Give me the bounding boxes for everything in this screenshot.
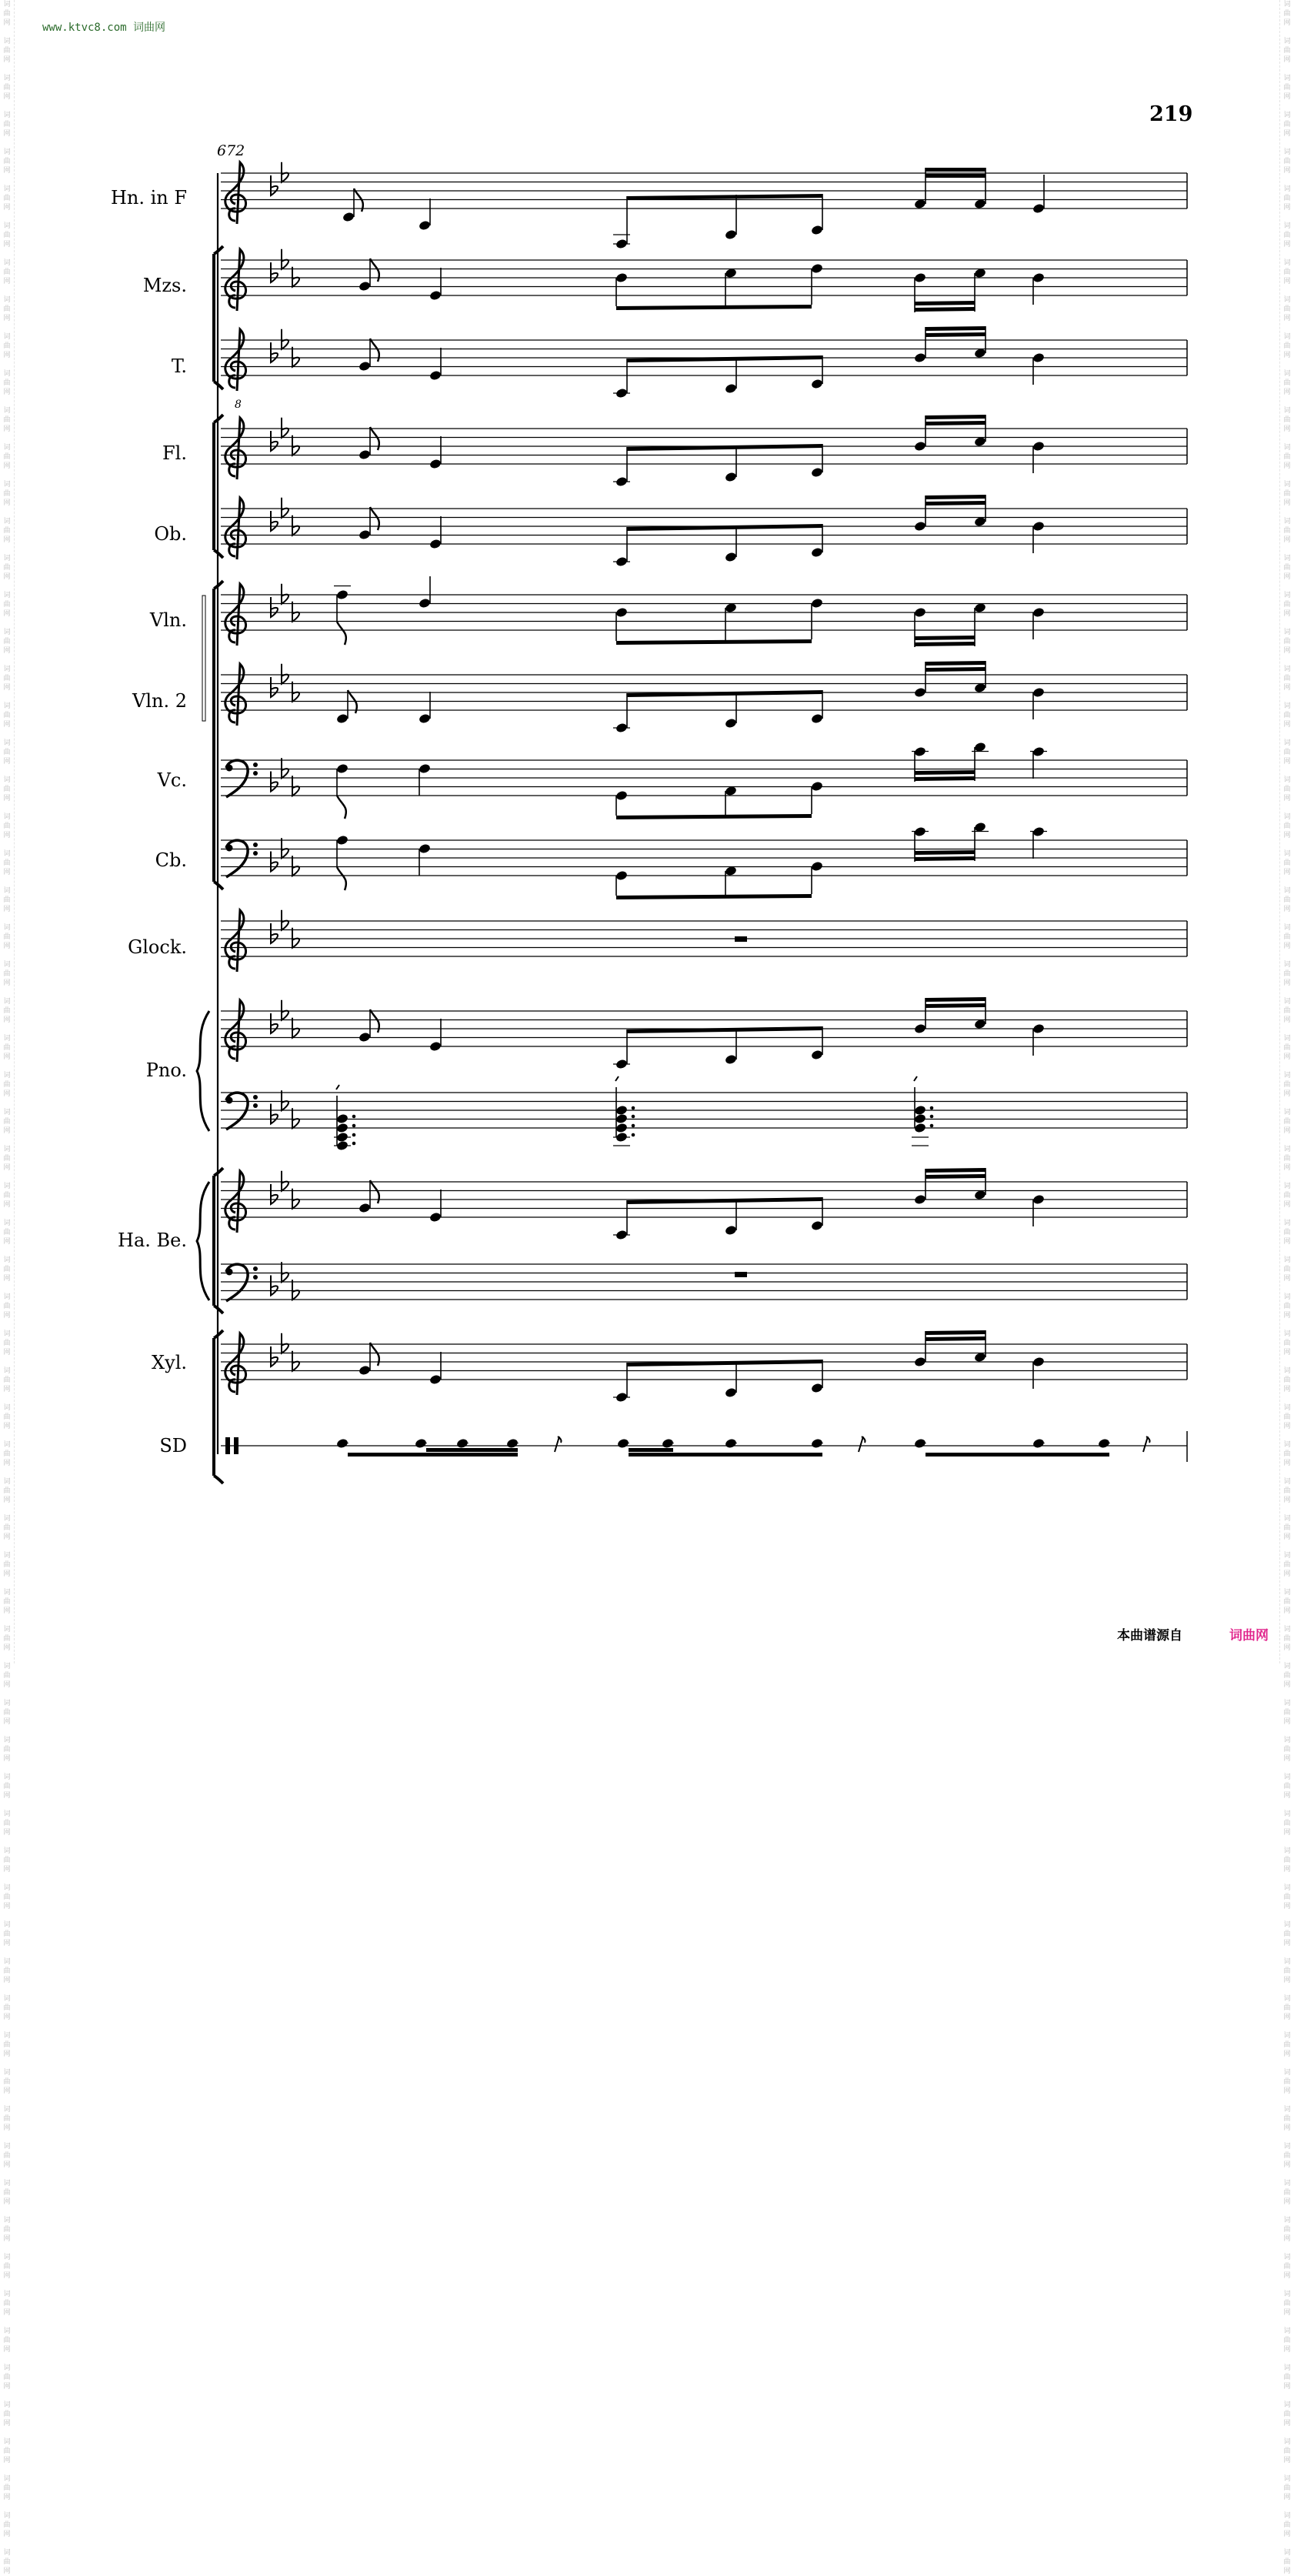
notehead xyxy=(1098,1438,1111,1450)
notehead xyxy=(615,1123,629,1134)
note-beam xyxy=(616,639,812,645)
augmentation-dot xyxy=(352,1133,356,1137)
notehead xyxy=(1032,1023,1046,1035)
notehead xyxy=(914,607,927,619)
notehead xyxy=(419,220,432,232)
note-beam xyxy=(426,1448,518,1452)
augmentation-dot xyxy=(632,1106,635,1110)
flat-sign xyxy=(282,584,288,604)
notehead xyxy=(615,272,629,284)
note-beam xyxy=(627,1197,822,1204)
flat-sign xyxy=(292,856,299,876)
note-beam xyxy=(616,814,812,819)
notehead xyxy=(336,1113,349,1125)
whole-rest xyxy=(735,1272,747,1277)
notehead xyxy=(914,1194,927,1206)
octave-eight-mark: 8 xyxy=(235,399,242,411)
notehead xyxy=(1032,272,1046,284)
instrument-label-piano: Pno. xyxy=(145,1059,187,1081)
notehead xyxy=(725,1225,738,1236)
flat-sign xyxy=(292,602,299,622)
flat-sign xyxy=(271,1013,278,1033)
notehead xyxy=(811,598,824,609)
note-beam xyxy=(627,524,822,531)
flat-sign xyxy=(292,682,299,702)
notehead xyxy=(336,835,349,846)
note-flag xyxy=(337,796,346,819)
flat-sign xyxy=(271,342,278,362)
note-beam xyxy=(925,501,986,506)
flat-sign xyxy=(292,267,299,287)
treble-clef xyxy=(225,664,246,726)
notehead xyxy=(1032,352,1046,364)
flat-sign xyxy=(292,1280,299,1300)
notehead xyxy=(359,1032,372,1043)
bass-clef-dot xyxy=(253,762,258,767)
footer-source: 本曲谱源自 xyxy=(1117,1628,1182,1643)
notehead xyxy=(429,1041,442,1053)
instrument-label-tenor: T. xyxy=(171,355,187,377)
notehead xyxy=(811,467,824,479)
bass-clef-dot xyxy=(253,1266,258,1271)
notehead xyxy=(811,225,824,236)
flat-sign xyxy=(271,597,278,617)
notehead xyxy=(359,1365,372,1376)
note-beam xyxy=(915,850,975,855)
instrument-label-glockenspiel: Glock. xyxy=(128,936,187,958)
bass-clef-dot xyxy=(226,1269,233,1276)
notehead xyxy=(359,449,372,461)
note-beam xyxy=(925,495,986,499)
flat-sign xyxy=(282,498,288,518)
flat-sign xyxy=(292,928,299,948)
bass-clef-dot xyxy=(226,1097,233,1104)
flat-sign xyxy=(271,175,278,195)
augmentation-dot xyxy=(632,1115,635,1119)
bass-clef-dot xyxy=(253,851,258,856)
note-beam xyxy=(925,667,986,672)
notehead xyxy=(615,790,629,802)
note-beam xyxy=(925,1003,986,1008)
notehead xyxy=(811,781,824,792)
notehead xyxy=(615,607,629,619)
note-beam xyxy=(915,301,975,305)
bass-clef-dot xyxy=(226,845,233,852)
treble-clef xyxy=(225,910,246,972)
notehead xyxy=(419,843,432,855)
notehead xyxy=(914,1438,927,1450)
notehead xyxy=(419,763,432,775)
notehead xyxy=(336,713,349,725)
note-beam xyxy=(925,168,986,172)
sixteenth-rest xyxy=(859,1436,865,1452)
flat-sign xyxy=(282,838,288,858)
instrument-label-flute: Fl. xyxy=(162,442,187,464)
notehead xyxy=(419,713,432,725)
instrument-label-cello: Vc. xyxy=(157,769,187,791)
notehead xyxy=(662,1438,675,1450)
note-beam xyxy=(925,174,986,178)
flat-sign xyxy=(271,262,278,282)
note-beam xyxy=(627,1026,822,1033)
notehead xyxy=(429,290,442,302)
bass-clef-dot xyxy=(253,1095,258,1099)
treble-clef xyxy=(225,584,246,646)
flat-sign xyxy=(282,758,288,778)
footer-brand-link[interactable]: 词曲网 xyxy=(1229,1628,1269,1643)
flat-sign xyxy=(292,435,299,455)
flat-sign xyxy=(292,1018,299,1038)
note-beam xyxy=(616,305,812,310)
note-beam xyxy=(915,642,975,646)
notehead xyxy=(617,1438,630,1450)
notehead xyxy=(429,370,442,382)
notehead xyxy=(725,552,738,563)
notehead xyxy=(506,1438,519,1450)
notehead xyxy=(359,281,372,292)
accent-mark xyxy=(615,1076,619,1081)
flat-sign xyxy=(292,1351,299,1371)
notehead xyxy=(429,459,442,470)
notehead xyxy=(359,361,372,372)
notehead xyxy=(359,1203,372,1214)
note-beam xyxy=(627,444,822,451)
sixteenth-rest xyxy=(1143,1436,1150,1452)
augmentation-dot xyxy=(632,1133,635,1137)
augmentation-dot xyxy=(930,1106,934,1110)
treble-clef xyxy=(225,249,246,311)
note-beam xyxy=(925,1174,986,1179)
treble-clef xyxy=(225,1171,246,1233)
notehead xyxy=(914,1356,927,1368)
notehead xyxy=(1032,1356,1046,1368)
note-beam xyxy=(925,421,986,425)
notehead xyxy=(342,212,355,223)
note-beam xyxy=(616,894,812,899)
augmentation-dot xyxy=(352,1115,356,1119)
notehead xyxy=(914,1113,927,1125)
notehead xyxy=(725,1438,738,1450)
augmentation-dot xyxy=(632,1124,635,1128)
notehead xyxy=(914,272,927,284)
note-beam xyxy=(925,1168,986,1173)
notehead xyxy=(1032,607,1046,619)
note-beam xyxy=(925,326,986,331)
instrument-label-violin: Vln. xyxy=(149,609,187,631)
instrument-label-snare-drum: SD xyxy=(159,1435,187,1457)
flat-sign xyxy=(282,418,288,438)
notehead xyxy=(725,472,738,483)
note-beam xyxy=(925,997,986,1002)
note-beam xyxy=(915,776,975,781)
flat-sign xyxy=(282,1000,288,1020)
accent-mark xyxy=(914,1076,917,1081)
note-beam xyxy=(925,415,986,419)
treble-clef xyxy=(225,498,246,559)
instrument-label-xylophone: Xyl. xyxy=(152,1352,187,1373)
bass-clef-dot xyxy=(253,1275,258,1280)
flat-sign xyxy=(282,1090,288,1110)
piano-brace xyxy=(197,1011,209,1131)
note-beam xyxy=(915,636,975,640)
notehead xyxy=(914,1105,927,1116)
augmentation-dot xyxy=(930,1115,934,1119)
notehead xyxy=(811,713,824,725)
notehead xyxy=(914,441,927,452)
measure-number: 672 xyxy=(217,142,245,159)
flat-sign xyxy=(271,1184,278,1204)
left-watermark-strip: 词 曲 网 词 曲 网 词 曲 网 词 曲 网 词 曲 网 词 曲 网 词 曲 网 词 曲 网 词 曲 网 词 曲 网 词 曲 网 词 曲 网 词 曲 网 词 曲 网 词 曲 网 词 曲 网 词 曲 网 词 曲 网 词 曲 网 词 曲 网 词 曲 网 词 曲 网 词 曲 网 词 曲 网 词 曲 网 词 曲 网 词 曲 网 词 曲 网 词 曲 网 词 曲 网 词 曲 网 词 曲 网 词 曲 网 词 曲 网 词 曲 网 词 曲 网 词 曲 网 词 曲 网 词 曲 网 词 曲 网 词 曲 网 词 曲 网 词 曲 网 词 曲 网 词 曲 网 词 曲 网 词 曲 网 词 曲 网 词 曲 网 词 曲 网 词 曲 网 词 曲 网 词 曲 网 词 曲 网 词 曲 网 词 曲 网 词 曲 网 词 曲 网 词 曲 网 词 曲 网 词 曲 网 词 曲 网 词 曲 网 词 曲 网 词 曲 网 词 曲 网 词 曲 网 词 曲 网 词 曲 网 词 曲 网 xyxy=(0,0,15,1663)
note-beam xyxy=(915,307,975,312)
note-beam xyxy=(629,1453,822,1457)
notehead xyxy=(914,1023,927,1035)
whole-rest xyxy=(735,936,747,942)
piano-brace xyxy=(197,1182,209,1300)
notehead xyxy=(359,529,372,541)
right-watermark-strip: 词 曲 网 词 曲 网 词 曲 网 词 曲 网 词 曲 网 词 曲 网 词 曲 网 词 曲 网 词 曲 网 词 曲 网 词 曲 网 词 曲 网 词 曲 网 词 曲 网 词 曲 网 词 曲 网 词 曲 网 词 曲 网 词 曲 网 词 曲 网 词 曲 网 词 曲 网 词 曲 网 词 曲 网 词 曲 网 词 曲 网 词 曲 网 词 曲 网 词 曲 网 词 曲 网 词 曲 网 词 曲 网 词 曲 网 词 曲 网 词 曲 网 词 曲 网 词 曲 网 词 曲 网 词 曲 网 词 曲 网 词 曲 网 词 曲 网 词 曲 网 词 曲 网 词 曲 网 词 曲 网 词 曲 网 词 曲 网 词 曲 网 词 曲 网 词 曲 网 词 曲 网 词 曲 网 词 曲 网 词 曲 网 词 曲 网 词 曲 网 词 曲 网 词 曲 网 词 曲 网 词 曲 网 词 曲 网 词 曲 网 词 曲 网 词 曲 网 词 曲 网 词 曲 网 词 曲 网 词 曲 网 词 曲 网 xyxy=(1279,0,1294,1663)
flat-sign xyxy=(282,664,288,684)
note-beam xyxy=(627,194,822,200)
notehead xyxy=(811,1049,824,1061)
note-flag xyxy=(337,867,346,890)
flat-sign xyxy=(292,347,299,367)
notehead xyxy=(811,263,824,275)
flat-sign xyxy=(292,1189,299,1209)
flat-sign xyxy=(271,1346,278,1366)
notehead xyxy=(914,1123,927,1134)
notehead xyxy=(811,861,824,873)
note-beam xyxy=(925,1453,1109,1457)
notehead xyxy=(811,547,824,559)
bass-clef-dot xyxy=(253,1103,258,1108)
notehead xyxy=(456,1438,469,1450)
augmentation-dot xyxy=(352,1142,356,1146)
note-beam xyxy=(925,1336,986,1341)
note-beam xyxy=(925,661,986,666)
notehead xyxy=(429,1212,442,1223)
flat-sign xyxy=(282,910,288,930)
instrument-label-horn: Hn. in F xyxy=(110,187,187,209)
notehead xyxy=(336,1123,349,1134)
flat-sign xyxy=(271,1104,278,1124)
notehead xyxy=(336,589,349,601)
notehead xyxy=(1032,521,1046,532)
notehead xyxy=(615,870,629,882)
note-beam xyxy=(627,1360,822,1366)
bass-clef-dot xyxy=(253,771,258,776)
flat-sign xyxy=(271,772,278,792)
notehead xyxy=(914,352,927,364)
treble-clef xyxy=(225,418,246,479)
accent-mark xyxy=(336,1085,339,1089)
notehead xyxy=(811,1383,824,1394)
notehead xyxy=(725,229,738,241)
notehead xyxy=(725,383,738,395)
instrument-label-violin2: Vln. 2 xyxy=(132,690,187,712)
header-url[interactable]: www.ktvc8.com 词曲网 xyxy=(42,22,166,34)
flat-sign xyxy=(271,852,278,872)
flat-sign xyxy=(271,923,278,943)
notehead xyxy=(615,1105,629,1116)
page-number: 219 xyxy=(1149,102,1193,126)
flat-sign xyxy=(292,776,299,796)
violin-sub-bracket xyxy=(202,596,205,721)
notehead xyxy=(914,521,927,532)
treble-clef xyxy=(225,1000,246,1062)
notehead xyxy=(429,1374,442,1386)
flat-sign xyxy=(292,1108,299,1128)
instrument-label-harp-bells: Ha. Be. xyxy=(118,1230,187,1251)
bass-clef-dot xyxy=(253,843,258,847)
notehead xyxy=(429,539,442,550)
notehead xyxy=(336,1438,349,1450)
note-beam xyxy=(629,1448,673,1452)
notehead xyxy=(419,598,432,609)
augmentation-dot xyxy=(930,1124,934,1128)
instrument-label-contrabass: Cb. xyxy=(155,849,187,871)
notehead xyxy=(811,1220,824,1232)
note-beam xyxy=(925,332,986,337)
notehead xyxy=(1032,687,1046,699)
notehead xyxy=(336,763,349,775)
flat-sign xyxy=(271,431,278,451)
bass-clef-dot xyxy=(226,765,233,772)
notehead xyxy=(725,1054,738,1066)
flat-sign xyxy=(282,249,288,269)
flat-sign xyxy=(271,1276,278,1296)
note-beam xyxy=(348,1453,518,1457)
flat-sign xyxy=(282,1333,288,1353)
note-flag xyxy=(337,622,346,645)
flat-sign xyxy=(282,1262,288,1282)
flat-sign xyxy=(282,1171,288,1191)
percussion-clef xyxy=(234,1437,238,1454)
note-beam xyxy=(915,856,975,861)
notehead xyxy=(615,1113,629,1125)
notehead xyxy=(811,379,824,390)
note-beam xyxy=(915,770,975,775)
notehead xyxy=(1032,441,1046,452)
augmentation-dot xyxy=(352,1124,356,1128)
flat-sign xyxy=(271,511,278,531)
flat-sign xyxy=(282,329,288,349)
treble-clef xyxy=(225,162,246,224)
notehead xyxy=(725,718,738,729)
treble-clef xyxy=(225,329,246,391)
notehead xyxy=(1032,1194,1046,1206)
note-beam xyxy=(627,355,822,362)
treble-clef xyxy=(225,1333,246,1395)
percussion-clef xyxy=(225,1437,230,1454)
note-beam xyxy=(925,1330,986,1335)
flat-sign xyxy=(271,677,278,697)
notehead xyxy=(811,1438,824,1450)
sixteenth-rest xyxy=(555,1436,562,1452)
instrument-label-mezzo: Mzs. xyxy=(142,275,187,296)
notehead xyxy=(1032,1438,1046,1450)
flat-sign xyxy=(292,516,299,536)
notehead xyxy=(1032,203,1046,215)
notehead xyxy=(725,1387,738,1399)
notehead xyxy=(415,1438,428,1450)
note-beam xyxy=(627,690,822,697)
notehead xyxy=(914,687,927,699)
instrument-label-oboe: Ob. xyxy=(154,523,187,545)
flat-sign xyxy=(282,162,288,182)
